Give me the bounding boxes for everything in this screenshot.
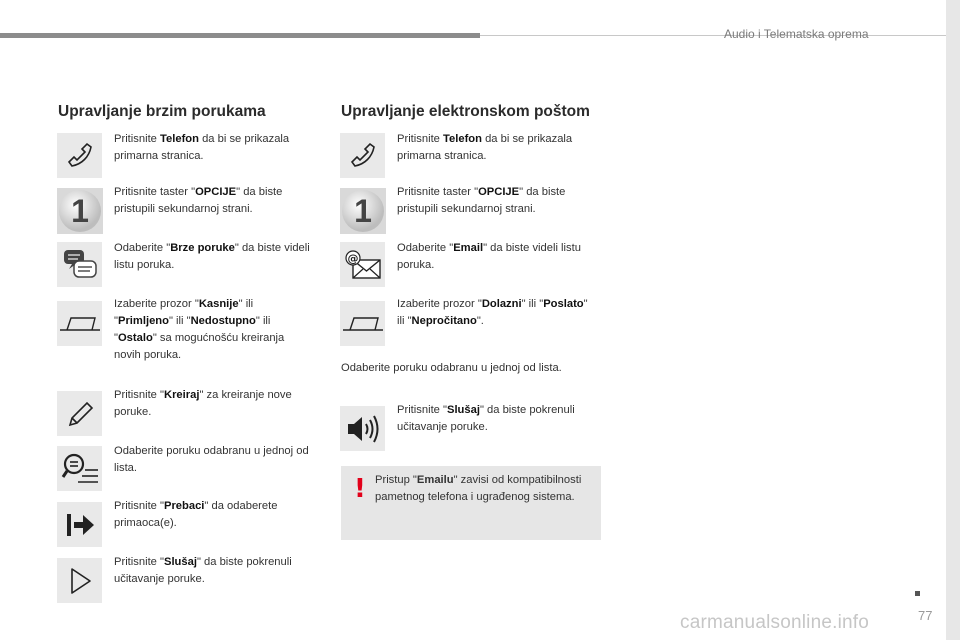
speech-bubble-icon <box>57 242 102 287</box>
step-text: Pritisnite taster "OPCIJE" da biste pristupili sekundarnoj strani. <box>397 186 566 215</box>
section-title-quick-messages: Upravljanje brzim porukama <box>58 103 266 120</box>
step-text: Pritisnite "Prebaci" da odaberete primaoca(e). <box>114 500 278 529</box>
step-text: Pritisnite "Kreiraj" za kreiranje nove poruke. <box>114 389 292 418</box>
phone-icon <box>57 133 102 178</box>
number-one-icon <box>57 188 103 234</box>
tab-icon <box>57 301 102 346</box>
warning-icon: ! <box>354 474 366 504</box>
step-text: Odaberite poruku odabranu u jednoj od lista. <box>114 445 309 474</box>
step-text: Izaberite prozor "Kasnije" ili "Primljeno" ili "Nedostupno" ili "Ostalo" sa mogućnošću kreiranja novih poruka. <box>114 298 285 361</box>
search-list-icon <box>57 446 102 491</box>
step-text: Izaberite prozor "Dolazni" ili "Poslato" ili "Nepročitano". <box>397 298 588 327</box>
note-text: Pristup "Emailu" zavisi od kompatibilnosti pametnog telefona i ugrađenog sistema. <box>375 474 582 503</box>
page-edge-strip <box>946 0 960 640</box>
svg-text:1: 1 <box>354 193 372 229</box>
step-text: Odaberite "Brze poruke" da biste videli listu poruka. <box>114 242 310 271</box>
instruction-text: Odaberite poruku odabranu u jednoj od lista. <box>341 362 562 374</box>
info-note <box>341 466 601 540</box>
svg-text:1: 1 <box>71 193 89 229</box>
chapter-title: Audio i Telematska oprema <box>724 27 869 41</box>
page-number: 77 <box>918 608 933 623</box>
number-one-icon <box>340 188 386 234</box>
header-rule-light <box>480 35 946 36</box>
pencil-icon <box>57 391 102 436</box>
step-text: Odaberite "Email" da biste videli listu poruka. <box>397 242 581 271</box>
tab-icon <box>340 301 385 346</box>
speaker-icon <box>340 406 385 451</box>
header-rule-dark <box>0 33 480 38</box>
email-icon <box>340 242 385 287</box>
step-text: Pritisnite "Slušaj" da biste pokrenuli učitavanje poruke. <box>397 404 575 433</box>
play-icon <box>57 558 102 603</box>
svg-text:@: @ <box>347 251 358 265</box>
step-text: Pritisnite "Slušaj" da biste pokrenuli učitavanje poruke. <box>114 556 292 585</box>
step-text: Pritisnite Telefon da bi se prikazala primarna stranica. <box>397 133 573 162</box>
step-text: Pritisnite taster "OPCIJE" da biste pristupili sekundarnoj strani. <box>114 186 283 215</box>
page-marker <box>915 591 920 596</box>
phone-icon <box>340 133 385 178</box>
forward-arrow-icon <box>57 502 102 547</box>
step-text: Pritisnite Telefon da bi se prikazala primarna stranica. <box>114 133 290 162</box>
section-title-email: Upravljanje elektronskom poštom <box>341 103 590 120</box>
watermark: carmanualsonline.info <box>680 612 870 633</box>
